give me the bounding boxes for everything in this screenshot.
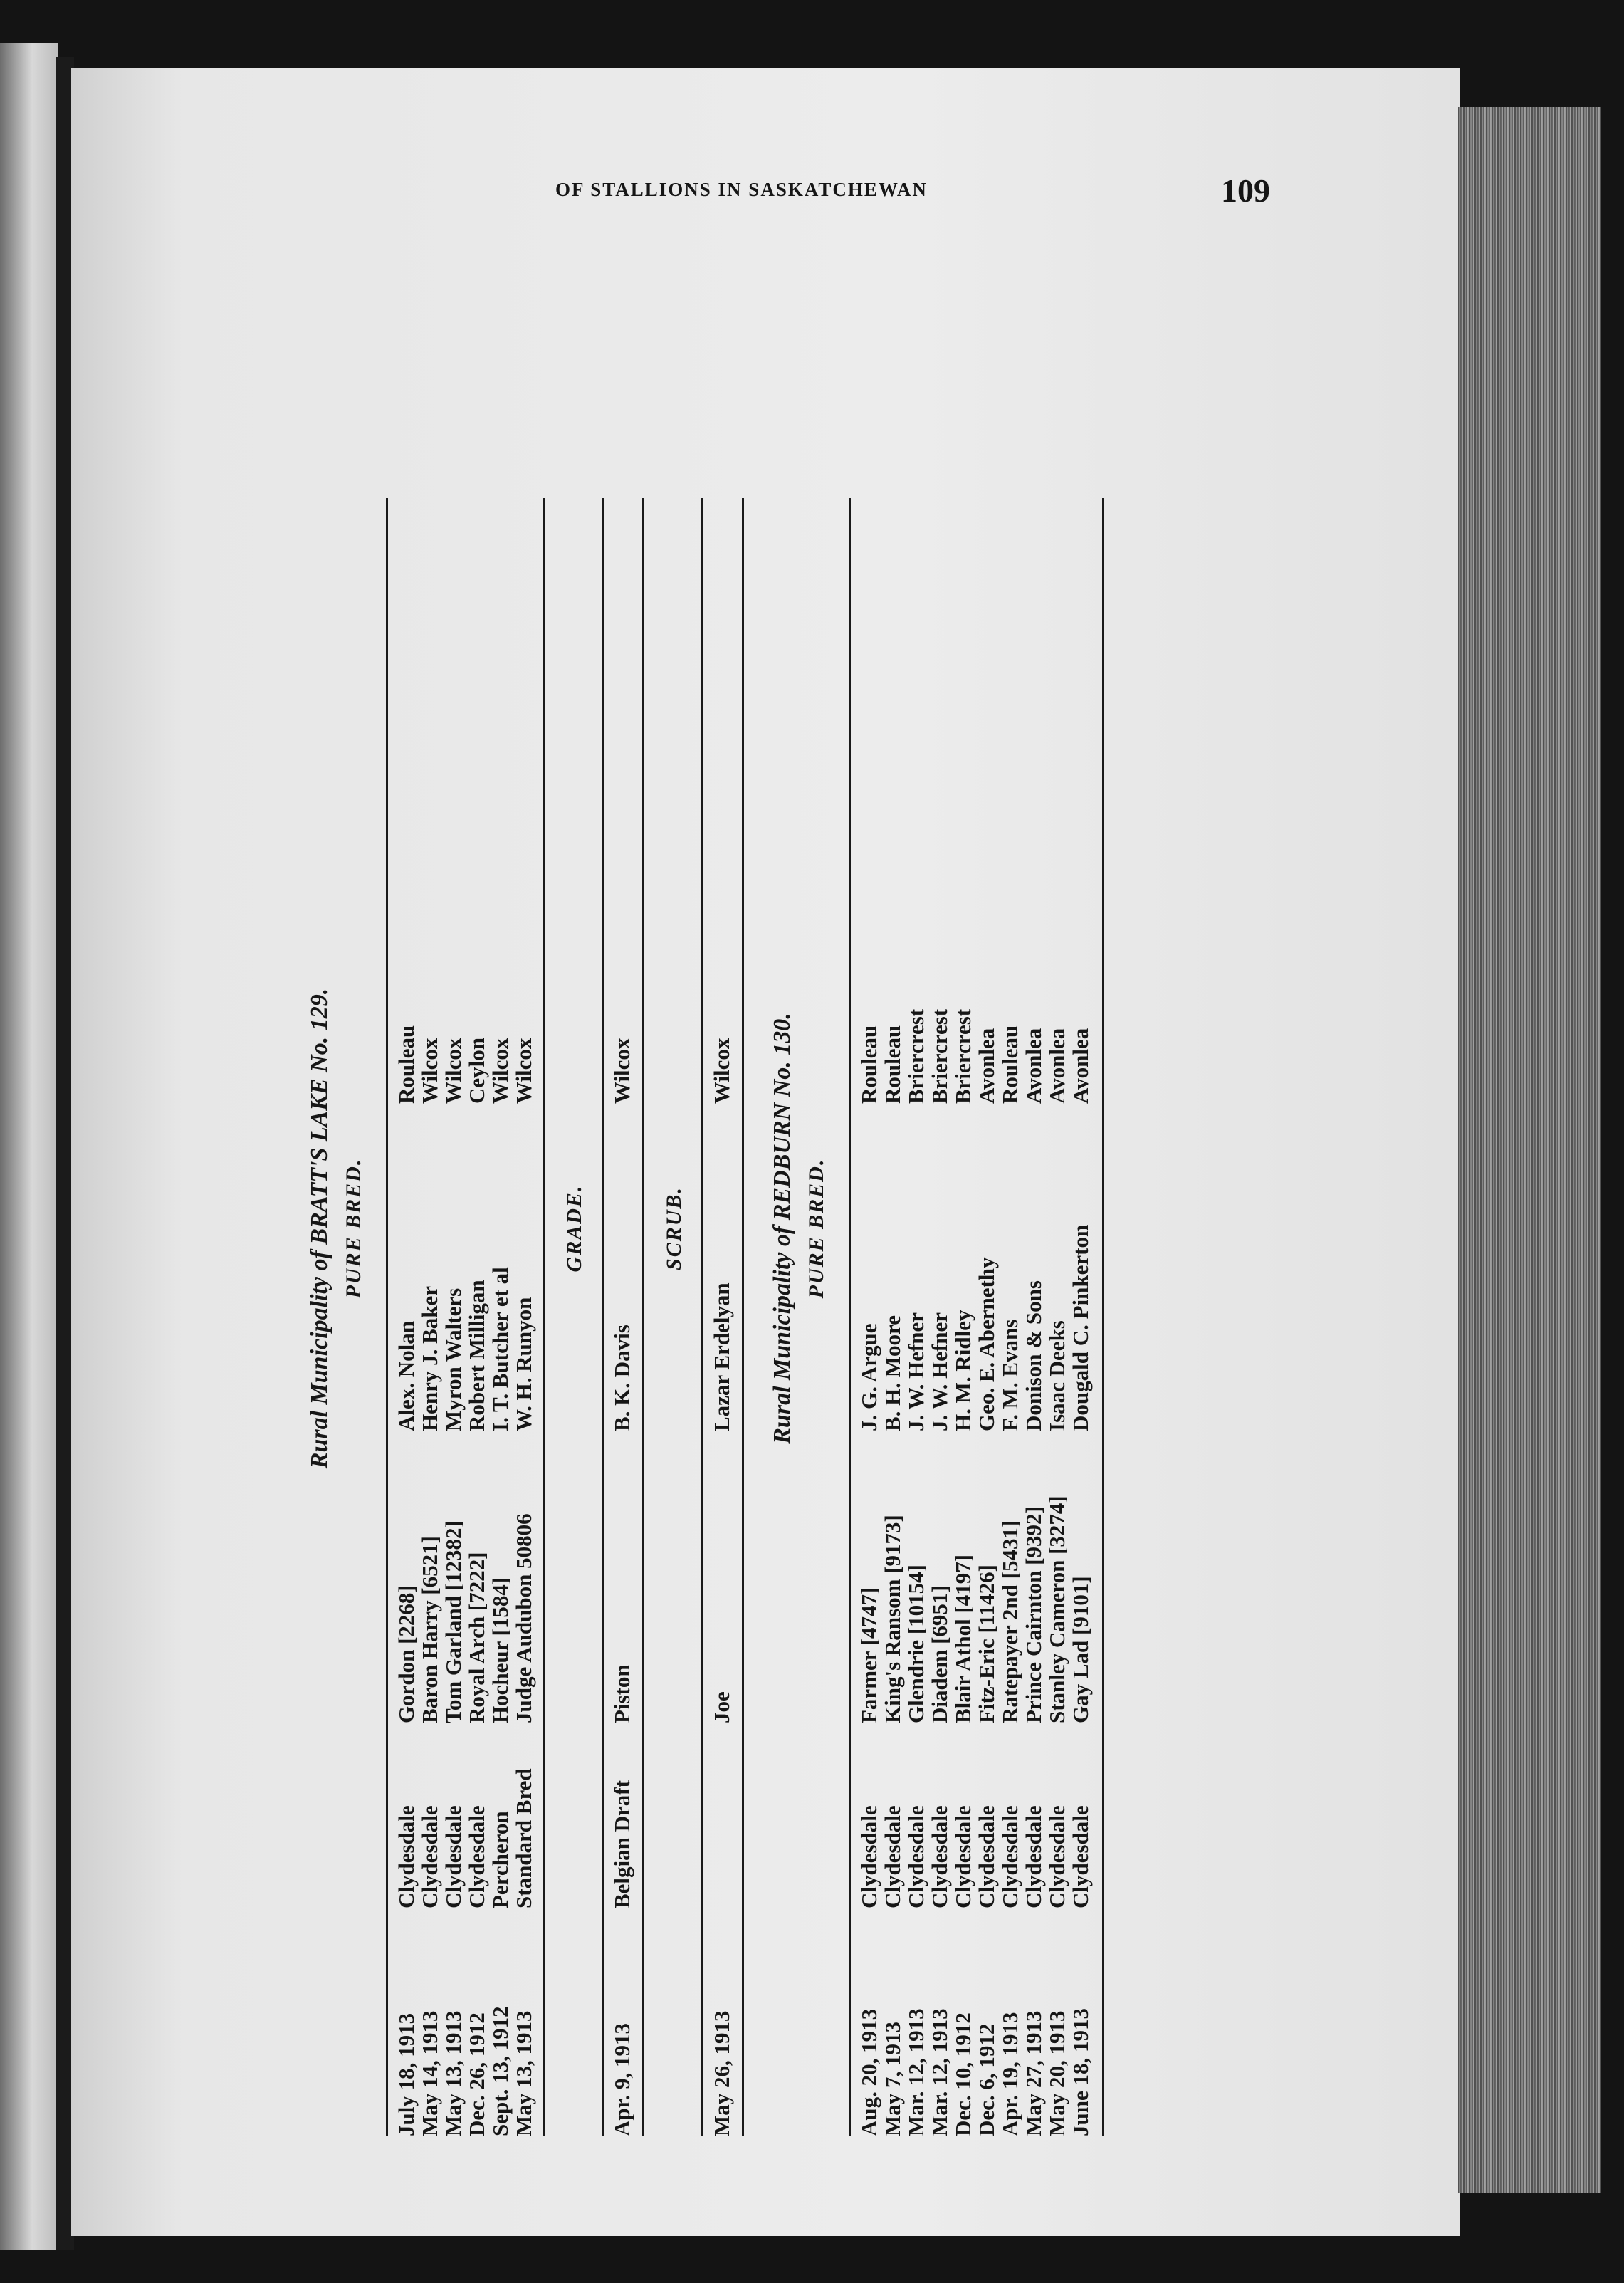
owner-cell: J. W. Hefner: [903, 1312, 928, 1431]
stallion-name-cell: Hocheur [1584]: [488, 1577, 513, 1723]
owner-cell: Lazar Erdelyan: [709, 1282, 734, 1431]
municipality-title: Rural Municipality of REDBURN No. 130.: [769, 1013, 795, 1444]
table-body: [710, 498, 733, 2136]
table-row: [998, 498, 1022, 2136]
owner-cell: Henry J. Baker: [417, 1285, 442, 1431]
breed-cell: Clydesdale: [1021, 1805, 1046, 1908]
table-row: [951, 498, 975, 2136]
stallion-name-cell: Fitz-Eric [11426]: [974, 1564, 999, 1723]
table-rule: [701, 498, 703, 2136]
breed-cell: Clydesdale: [903, 1805, 928, 1908]
breed-cell: Clydesdale: [394, 1805, 419, 1908]
table-row: [512, 498, 535, 2136]
breed-cell: Clydesdale: [974, 1805, 999, 1908]
town-cell: Wilcox: [511, 1038, 536, 1104]
table-row: [1069, 498, 1092, 2136]
table-row: [857, 498, 881, 2136]
running-head: [71, 167, 1270, 217]
table-row: [418, 498, 441, 2136]
stallion-name-cell: Royal Arch [7222]: [464, 1552, 489, 1723]
stallion-name-cell: Tom Garland [12382]: [441, 1520, 466, 1723]
stallion-name-cell: Diadem [6951]: [927, 1585, 952, 1723]
date-cell: June 18, 1913: [1068, 2008, 1093, 2136]
owner-cell: Myron Walters: [441, 1287, 466, 1431]
stallion-name-cell: Glendrie [10154]: [903, 1564, 928, 1723]
town-cell: Avonlea: [974, 1028, 999, 1104]
date-cell: May 13, 1913: [511, 2010, 536, 2136]
table-row: [1045, 498, 1069, 2136]
breed-cell: Clydesdale: [1068, 1805, 1093, 1908]
owner-cell: J. G. Argue: [856, 1323, 881, 1431]
town-cell: Wilcox: [488, 1038, 513, 1104]
owner-cell: F. M. Evans: [997, 1319, 1022, 1431]
town-cell: Wilcox: [441, 1038, 466, 1104]
owner-cell: H. M. Ridley: [950, 1310, 975, 1431]
breed-cell: Percheron: [488, 1811, 513, 1908]
date-cell: Dec. 10, 1912: [950, 2012, 975, 2136]
breed-cell: Clydesdale: [950, 1805, 975, 1908]
table-rule: [642, 498, 644, 2136]
date-cell: Apr. 9, 1913: [609, 2022, 634, 2136]
date-cell: Dec. 26, 1912: [464, 2012, 489, 2136]
table-row: [610, 498, 634, 2136]
owner-cell: W. H. Runyon: [511, 1297, 536, 1431]
stallion-name-cell: Judge Audubon 50806: [511, 1513, 536, 1723]
owner-cell: I. T. Butcher et al: [488, 1267, 513, 1431]
table-body: [857, 498, 1092, 2136]
category-title: SCRUB.: [662, 1186, 686, 1270]
owner-cell: Isaac Deeks: [1044, 1320, 1069, 1431]
date-cell: Mar. 12, 1913: [927, 2008, 952, 2136]
date-cell: May 20, 1913: [1044, 2010, 1069, 2136]
date-cell: May 26, 1913: [709, 2010, 734, 2136]
table-body: [394, 498, 535, 2136]
table-row: [441, 498, 465, 2136]
breed-cell: Clydesdale: [856, 1805, 881, 1908]
town-cell: Rouleau: [394, 1025, 419, 1104]
town-cell: Briercrest: [950, 1008, 975, 1104]
owner-cell: Alex. Nolan: [394, 1321, 419, 1431]
table-rule: [386, 498, 388, 2136]
category-title: PURE BRED.: [342, 1158, 365, 1299]
date-cell: July 18, 1913: [394, 2012, 419, 2136]
owner-cell: Robert Milligan: [464, 1280, 489, 1431]
owner-cell: J. W. Hefner: [927, 1312, 952, 1431]
date-cell: May 13, 1913: [441, 2010, 466, 2136]
stallion-name-cell: Gordon [2268]: [394, 1585, 419, 1723]
date-cell: Dec. 6, 1912: [974, 2023, 999, 2136]
category-title: PURE BRED.: [805, 1158, 828, 1299]
date-cell: May 27, 1913: [1021, 2010, 1046, 2136]
date-cell: Aug. 20, 1913: [856, 2008, 881, 2136]
breed-cell: Belgian Draft: [609, 1780, 634, 1908]
table-row: [394, 498, 418, 2136]
table-rule: [1102, 498, 1104, 2136]
stallion-name-cell: Farmer [4747]: [856, 1587, 881, 1723]
table-row: [465, 498, 488, 2136]
stallion-name-cell: Joe: [709, 1691, 734, 1723]
owner-cell: B. H. Moore: [880, 1315, 905, 1431]
date-cell: Mar. 12, 1913: [903, 2008, 928, 2136]
table-row: [488, 498, 512, 2136]
town-cell: Wilcox: [609, 1038, 634, 1104]
table-row: [904, 498, 928, 2136]
date-cell: Sept. 13, 1912: [488, 2006, 513, 2136]
left-page-edge: [0, 43, 58, 2250]
page-number: 109: [1221, 172, 1270, 209]
stallion-name-cell: Blair Athol [4197]: [950, 1554, 975, 1723]
stallion-name-cell: Piston: [609, 1664, 634, 1723]
stallion-name-cell: Ratepayer 2nd [5431]: [997, 1520, 1022, 1723]
breed-cell: Clydesdale: [441, 1805, 466, 1908]
town-cell: Briercrest: [903, 1008, 928, 1104]
town-cell: Avonlea: [1068, 1028, 1093, 1104]
owner-cell: B. K. Davis: [609, 1325, 634, 1431]
town-cell: Ceylon: [464, 1038, 489, 1104]
town-cell: Briercrest: [927, 1008, 952, 1104]
owner-cell: Geo. E. Abernethy: [974, 1257, 999, 1431]
date-cell: May 14, 1913: [417, 2010, 442, 2136]
town-cell: Rouleau: [856, 1025, 881, 1104]
category-title: GRADE.: [562, 1184, 586, 1273]
stallion-name-cell: Prince Cairnton [9392]: [1021, 1506, 1046, 1723]
town-cell: Avonlea: [1044, 1028, 1069, 1104]
town-cell: Rouleau: [997, 1025, 1022, 1104]
breed-cell: Clydesdale: [417, 1805, 442, 1908]
table-row: [975, 498, 998, 2136]
breed-cell: Standard Bred: [511, 1768, 536, 1908]
stallion-name-cell: Gay Lad [9101]: [1068, 1576, 1093, 1723]
town-cell: Wilcox: [417, 1038, 442, 1104]
table-row: [710, 498, 733, 2136]
running-title: OF STALLIONS IN SASKATCHEWAN: [555, 179, 928, 200]
table-rule: [543, 498, 545, 2136]
owner-cell: Dougald C. Pinkerton: [1068, 1224, 1093, 1431]
town-cell: Avonlea: [1021, 1028, 1046, 1104]
table-row: [928, 498, 951, 2136]
breed-cell: Clydesdale: [464, 1805, 489, 1908]
stallion-name-cell: Baron Harry [6521]: [417, 1536, 442, 1723]
table-rule: [742, 498, 744, 2136]
table-row: [881, 498, 904, 2136]
municipality-title: Rural Municipality of BRATT'S LAKE No. 129.: [306, 988, 332, 1469]
owner-cell: Donison & Sons: [1021, 1280, 1046, 1431]
table-body: [610, 498, 634, 2136]
table-rule: [849, 498, 851, 2136]
town-cell: Rouleau: [880, 1025, 905, 1104]
stallion-name-cell: Stanley Cameron [3274]: [1044, 1495, 1069, 1723]
table-row: [1022, 498, 1045, 2136]
rotated-table-block: [306, 320, 1410, 2136]
date-cell: May 7, 1913: [880, 2021, 905, 2136]
date-cell: Apr. 19, 1913: [997, 2012, 1022, 2136]
breed-cell: Clydesdale: [880, 1805, 905, 1908]
breed-cell: Clydesdale: [997, 1805, 1022, 1908]
page-stack-edge: [1458, 107, 1601, 2193]
table-rule: [602, 498, 604, 2136]
breed-cell: Clydesdale: [927, 1805, 952, 1908]
breed-cell: Clydesdale: [1044, 1805, 1069, 1908]
stallion-name-cell: King's Ransom [9173]: [880, 1515, 905, 1723]
town-cell: Wilcox: [709, 1038, 734, 1104]
